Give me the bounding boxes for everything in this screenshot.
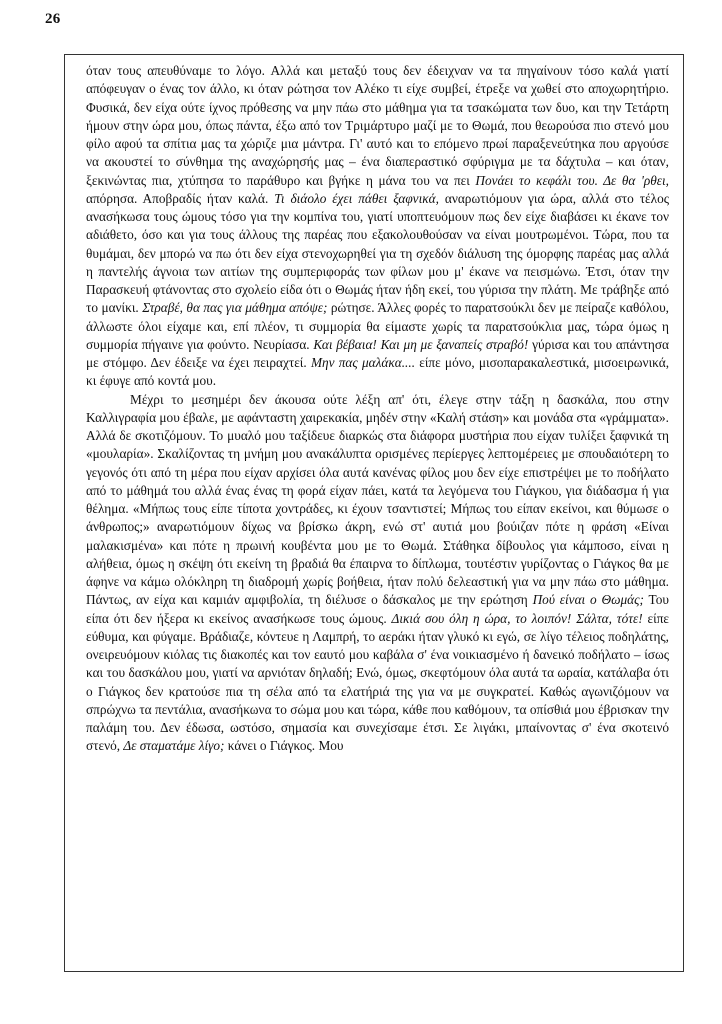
page-number: 26 bbox=[45, 11, 61, 27]
italic-dialogue: Μην πας μαλάκα.... bbox=[310, 355, 416, 370]
text-run: αναρωτιόμουν για ώρα, αλλά στο τέλος ανασήκωσα τους ώμους τόσο για την κομπίνα του, γιατί υποπτευόμουν πως δεν είχε διαβάσει κι έκανε τον αδιάθετο, όσο και για τους άλλους της παρέας που εξακολουθούσαν να είναι μουτρωμένοι. Τώρα, που τα θυμάμαι, δεν μπορώ να πω ότι δεν είχα στενοχωρηθεί για τη σχεδόν διάλυση της όμορφης παρέας μας αλλά η παντελής άγνοια των αιτίων της συμπεριφοράς των φίλων μου μ' έκανε να πεισμώνω. Έτσι, όταν την Παρασκευή φτάνοντας στο σχολείο είδα ότι ο Θωμάς ήταν ήδη εκεί, του γύρισα την πλάτη. Με τράβηξε από το μανίκι. bbox=[86, 190, 669, 316]
paragraph bbox=[86, 391, 669, 756]
italic-dialogue: Δε σταματάμε λίγο; bbox=[123, 738, 225, 754]
text-body bbox=[86, 62, 669, 962]
italic-dialogue: Πού είναι ο Θωμάς; bbox=[532, 592, 644, 608]
paragraph bbox=[86, 62, 669, 391]
text-run: Του είπα ότι δεν ήξερα κι εκείνος ανασήκωσε τους ώμους. bbox=[86, 592, 669, 626]
text-run: γύρισα και του απάντησα με στόμφο. Δεν έδειξε να έχει πειραχτεί. bbox=[86, 336, 669, 370]
text-run: είπε εύθυμα, και φύγαμε. Βράδιαζε, κόντευε η Λαμπρή, το αεράκι ήταν γλυκό κι εγώ, σε λίγο τέλειος ποδηλάτης, ονειρευόμουν κιόλας τις διακοπές και τον εαυτό μου καβάλα σ' ένα νοικιασμένο ή δανεικό ποδήλατο – ίσως και του δασκάλου μου, γιατί να αρνιόταν δηλαδή; Ενώ, όμως, σκεφτόμουν όλα αυτά τα ωραία, κατάλαβα ότι ο Γιάγκος δεν κρατούσε πια τη σέλα από τα ελατήριά της για να με συγκρατεί. Καθώς αγωνιζόμουν να σπρώχνω τα πεντάλια, ανασήκωνα το σώμα μου και τώρα, κάθε που καθόμουν, τα οπίσθιά μου έβρισκαν την παλάμη του. Δεν έδωσα, ωστόσο, σημασία και συνεχίσαμε έτσι. Σε λιγάκι, μπαίνοντας σ' ένα σκοτεινό στενό, bbox=[86, 610, 669, 754]
text-run: κάνει ο Γιάγκος. Μου bbox=[224, 738, 344, 754]
italic-dialogue: Στραβέ, θα πας για μάθημα απόψε; bbox=[142, 300, 328, 316]
italic-dialogue: Πονάει το κεφάλι του. Δε θα 'ρθει, bbox=[475, 172, 669, 188]
text-run: όταν τους απευθύναμε το λόγο. Αλλά και μεταξύ τους δεν έδειχναν να τα πηγαίνουν τόσο καλά γιατί απόφευγαν ο ένας τον άλλο, κι όταν ρώτησα τον Αλέκο τι είχε συμβεί, έτρεξε να χωθεί στο αποχωρητήριο. Φυσικά, δεν είχα ούτε ίχνος πρόθεσης να μην πάω στο μάθημα για τα τσακώματα των δυο, και την Τετάρτη ήμουν στην ώρα μου, όπως πάντα, έξω από τον Τριμάρτυρο μαζί με το Θωμά, που θεωρούσα πιο στενό μου φίλο αφού τα σπίτια μας τα χώριζε μια μάντρα. Γι' αυτό και το επόμενο πρωί παραξενεύτηκα που αργούσε να ακουστεί το σύνθημα της αναχώρησής μας – ένα διαπεραστικό σφύριγμα με τα δάχτυλα – και όταν, ξεκινώντας πια, χτύπησα το παράθυρο και βγήκε η μάνα του να πει bbox=[86, 63, 669, 188]
text-run: απόρησα. Αποβραδίς ήταν καλά. bbox=[86, 190, 275, 206]
italic-dialogue: Δικιά σου όλη η ώρα, το λοιπόν! Σάλτα, τότε! bbox=[391, 610, 643, 626]
text-run: είπε μόνο, μισοπαρακαλεστικά, μισοειρωνικά, κι έφυγε από κοντά μου. bbox=[86, 355, 669, 389]
text-run: ρώτησε. Άλλες φορές το παρατσούκλι δεν με πείραζε καθόλου, άλλωστε όλοι είχαμε και, επί πλέον, τι συμμορία θα είμαστε χωρίς τα παρατσούκλια μας, τώρα όμως η συμμορία πήγαινε για φούντο. Νευρίασα. bbox=[86, 300, 669, 352]
italic-dialogue: Και βέβαια! Και μη με ξαναπείς στραβό! bbox=[313, 336, 529, 352]
text-run: Μέχρι το μεσημέρι δεν άκουσα ούτε λέξη απ' ότι, έλεγε στην τάξη η δασκάλα, που στην Καλλιγραφία μου έβαλε, με αφάνταστη χαιρεκακία, μηδέν στην «Καλή στάση» και μονάδα στα «γράμματα». Αλλά δε σκοτιζόμουν. Το μυαλό μου ταξίδευε διαρκώς στα διάφορα μυστήρια που είχαν τυλίξει ξαφνικά τη «μουλαρία». Σκαλίζοντας τη μνήμη μου ανακάλυπτα ορισμένες περίεργες λεπτομέρειες με σπουδαιότερη το γεγονός ότι από τη μέρα που είχαν αρχίσει όλα αυτά κανένας φίλος μου δεν είχε επιστρέψει με το ποδήλατο από το μάθημά του αλλά ένας ένας τη φορά είχαν πάει, κατά τα λεγόμενα του Γιάγκου, για διάδασμα ή για θέλημα. «Μήπως τους είπε τίποτα χοντράδες, κι έχουν τσαντιστεί; Μήπως του είπαν εκείνοι, και θύμωσε ο άνθρωπος;» αναρωτιόμουν δίχως να βρίσκω άκρη, ενώ στ' αυτιά μου βούιζαν πότε η φράση «Είναι μαλακισμένα» και πότε η πρωινή κουβέντα μου με το Θωμά. Στάθηκα δίβουλος για κάμποσο, είναι η αλήθεια, όμως η σκέψη ότι εκείνη τη βραδιά θα έπαιρνα το δίπλωμα, τουτέστιν γυρίζοντας ο Γιάγκος θα με άφηνε να κάμω ολόκληρη τη διαδρομή χωρίς βοήθεια, ήταν πολύ δελεαστική για να μην πάω στο μάθημα. Πάντως, αν είχα και καμιάν αμφιβολία, τη διέλυσε ο δάσκαλος με την ερώτηση bbox=[86, 391, 669, 608]
italic-dialogue: Τι διάολο έχει πάθει ξαφνικά, bbox=[274, 190, 439, 206]
